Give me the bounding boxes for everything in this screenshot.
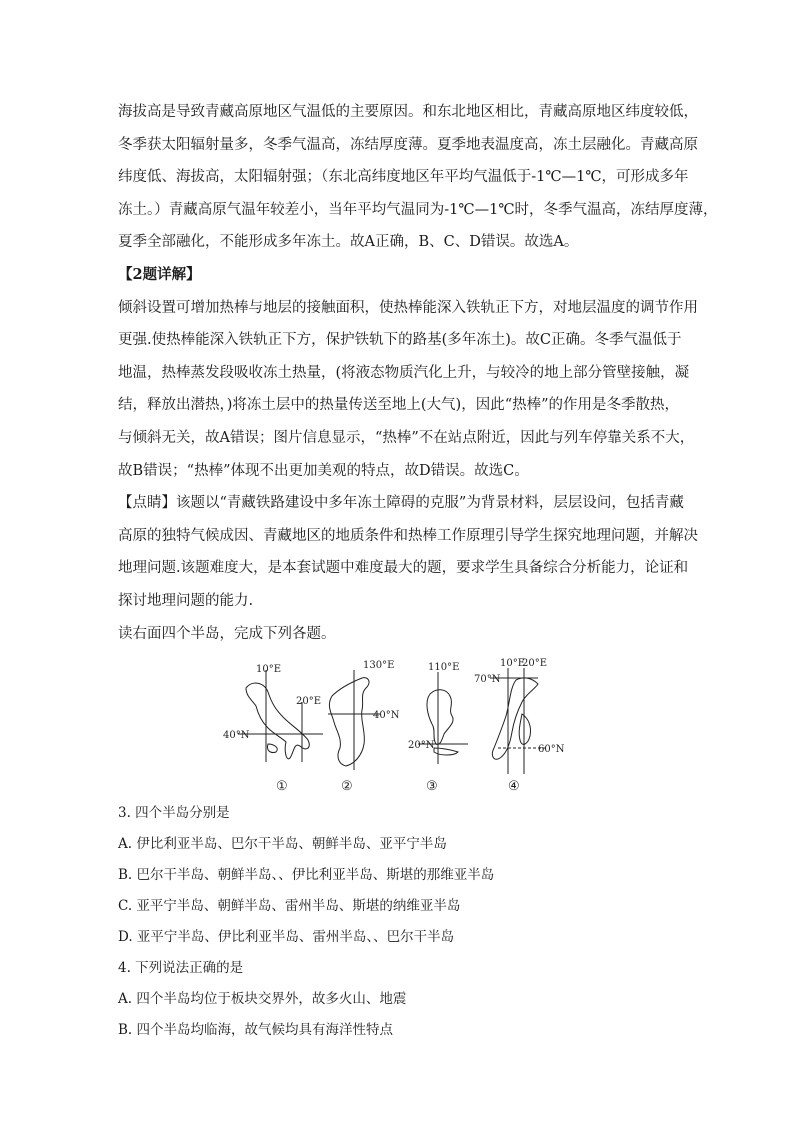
text-line: 纬度低、海拔高，太阳辐射强；（东北高纬度地区年平均气温低于-1℃—1℃，可形成多年 [118, 169, 689, 186]
text-line: 冻土。）青藏高原气温年较差小，当年平均气温同为-1℃—1℃时，冬季气温高，冻结厚度薄， [118, 201, 718, 218]
text-line: 地理问题.该题难度大，是本套试题中难度最大的题，要求学生具备综合分析能力，论证和 [118, 560, 689, 577]
q3-stem: 3. 四个半岛分别是 [118, 805, 230, 822]
text-line: 故B错误；“热棒”体现不出更加美观的特点，故D错误。故选C。 [118, 462, 529, 479]
q4-option-b: B. 四个半岛均临海，故气候均具有海洋性特点 [118, 1022, 394, 1039]
map-number: ③ [426, 779, 438, 793]
q4-stem: 4. 下列说法正确的是 [118, 960, 244, 977]
map-number: ④ [508, 779, 520, 793]
label: 40°N [223, 730, 250, 742]
label: 10°E [500, 658, 526, 670]
label: 20°N [408, 740, 435, 752]
comment-block [118, 487, 698, 617]
map-2 [328, 660, 400, 792]
text-line: 结，释放出潜热，)将冻土层中的热量传送至地上(大气)，因此“热棒”的作用是冬季散热， [118, 397, 680, 414]
q3-option-d: D. 亚平宁半岛、伊比利亚半岛、雷州半岛、、巴尔干半岛 [118, 929, 455, 946]
label: 60°N [538, 744, 565, 756]
intro-line: 读右面四个半岛，完成下列各题。 [118, 625, 336, 642]
answer-1-tail [118, 96, 718, 259]
text-line: 【点睛】该题以“青藏铁路建设中多年冻土障碍的克服”为背景材料，层层设问，包括青藏 [118, 495, 684, 512]
label: 130°E [363, 660, 395, 672]
label: 10°E [256, 664, 282, 676]
map-number: ① [276, 779, 288, 793]
label: 20°E [522, 658, 548, 670]
text-line: 与倾斜无关，故A错误；图片信息显示，“热棒”不在站点附近，因此与列车停靠关系不大， [118, 429, 695, 446]
map-4 [474, 658, 565, 792]
map-1 [223, 664, 323, 792]
q3-option-c: C. 亚平宁半岛、朝鲜半岛、雷州半岛、斯堪的纳维亚半岛 [118, 898, 461, 915]
text-line: 倾斜设置可增加热棒与地层的接触面积，使热棒能深入铁轨正下方，对地层温度的调节作用 [118, 299, 698, 316]
q2-detail [118, 292, 698, 488]
text-line: 冬季获太阳辐射量多，冬季气温高，冻结厚度薄。夏季地表温度高，冻土层融化。青藏高原 [118, 136, 698, 153]
q3-option-b: B. 巴尔干半岛、朝鲜半岛、、伊比利亚半岛、斯堪的那维亚半岛 [118, 867, 495, 884]
text-line: 地温，热棒蒸发段吸收冻土热量，(将液态物质汽化上升，与较冷的地上部分管壁接触，凝 [118, 364, 690, 381]
q3-option-a: A. 伊比利亚半岛、巴尔干半岛、朝鲜半岛、亚平宁半岛 [118, 836, 447, 853]
label: 40°N [373, 710, 400, 722]
text-line: 海拔高是导致青藏高原地区气温低的主要原因。和东北地区相比，青藏高原地区纬度较低， [118, 104, 698, 120]
text-line: 更强.使热棒能深入铁轨正下方，保护铁轨下的路基(多年冻土)。故C正确。冬季气温低于 [118, 332, 682, 349]
map-3 [408, 662, 468, 792]
map-number: ② [341, 779, 353, 793]
q4-option-a: A. 四个半岛均位于板块交界外，故多火山、地震 [118, 991, 407, 1008]
label: 70°N [474, 674, 501, 686]
label: 110°E [428, 662, 460, 674]
text-line: 探讨地理问题的能力. [118, 592, 254, 609]
document-page [118, 96, 718, 1046]
text-line: 高原的独特气候成因、青藏地区的地质条件和热棒工作原理引导学生探究地理问题，并解决 [118, 527, 698, 544]
text-line: 夏季全部融化，不能形成多年冻土。故A正确，B、C、D错误。故选A。 [118, 234, 579, 251]
q2-heading: 【2题详解】 [118, 265, 201, 283]
peninsula-maps [118, 652, 684, 792]
peninsula-figure [118, 652, 684, 792]
label: 20°E [296, 696, 322, 708]
